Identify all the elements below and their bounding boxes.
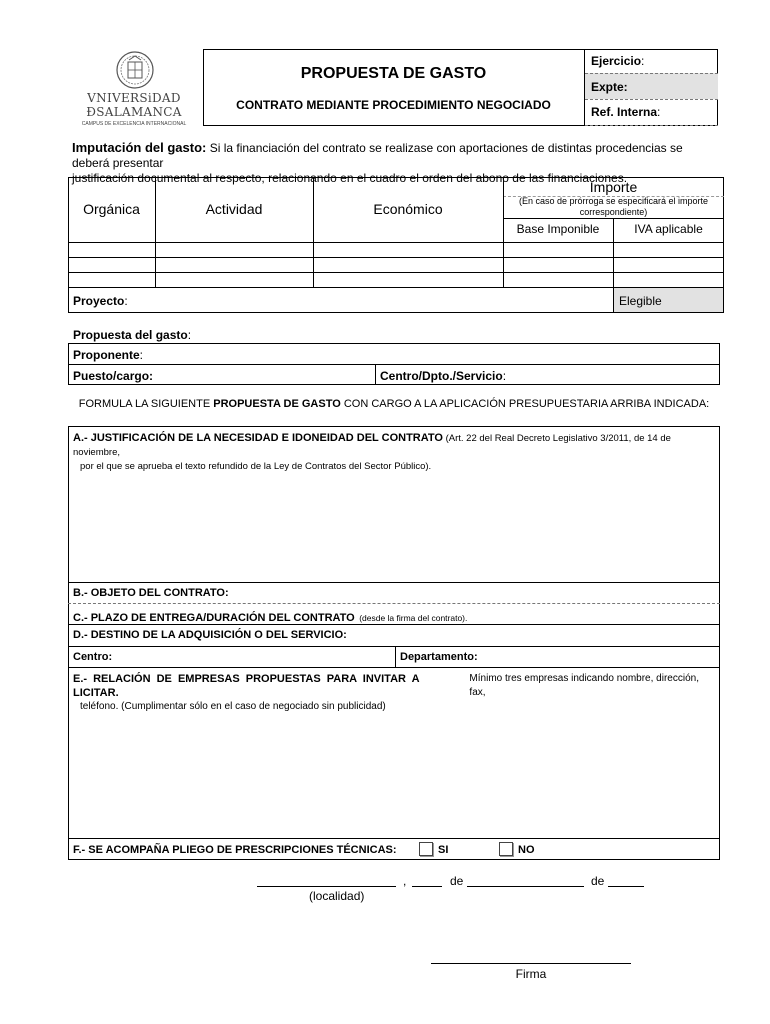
section-a-text-2: por el que se aprueba el texto refundido de la Ley de Contratos del Sector Público). [80, 461, 432, 472]
importe-note [503, 196, 724, 218]
propuesta-heading: Propuesta del gasto: [73, 328, 192, 342]
col-base-imponible: Base Imponible [516, 222, 600, 236]
logo-line-2: ÐSALAMANCA [86, 105, 182, 119]
proyecto-field[interactable]: Proyecto: [73, 294, 128, 308]
ejercicio-field[interactable]: Ejercicio: [591, 54, 645, 68]
expte-field[interactable]: Expte: [591, 80, 628, 94]
si-label: SI [438, 844, 449, 856]
document-title: PROPUESTA DE GASTO [300, 65, 487, 82]
year-input-line[interactable] [608, 886, 644, 887]
section-c-note: (desde la firma del contrato). [359, 613, 468, 623]
signature-line[interactable] [431, 963, 631, 964]
footer-de-1: de [450, 874, 464, 888]
no-label: NO [518, 844, 535, 856]
logo-line-1: VNIVERSiDAD [87, 91, 181, 105]
centro-dpto-label: Centro/Dpto./Servicio [380, 369, 503, 383]
col-actividad: Actividad [205, 201, 263, 217]
puesto-field[interactable]: Puesto/cargo: [73, 369, 154, 383]
centro-dpto-field[interactable]: Centro/Dpto./Servicio: [380, 369, 507, 383]
ref-interna-label: Ref. Interna [591, 105, 658, 119]
university-logo [78, 50, 190, 130]
col-iva-aplicable: IVA aplicable [634, 222, 703, 236]
section-d-title: D.- DESTINO DE LA ADQUISICIÓN O DEL SERVICIO: [73, 629, 347, 641]
table-row[interactable] [69, 273, 723, 287]
localidad-label: (localidad) [309, 889, 365, 903]
departamento-field[interactable]: Departamento: [400, 651, 478, 663]
ejercicio-label: Ejercicio [591, 54, 642, 68]
month-input-line[interactable] [467, 886, 584, 887]
section-e-text-2: teléfono. (Cumplimentar sólo en el caso de negociado sin publicidad) [80, 701, 386, 712]
col-importe: Importe [589, 179, 638, 195]
section-b-title[interactable]: B.- OBJETO DEL CONTRATO: [73, 587, 229, 599]
footer-de-2: de [591, 874, 605, 888]
section-e[interactable] [73, 672, 717, 714]
logo-tagline: CAMPUS DE EXCELENCIA INTERNACIONAL [81, 121, 187, 127]
section-a[interactable] [73, 431, 717, 474]
elegible-label: Elegible [619, 294, 662, 308]
document-subtitle: CONTRATO MEDIANTE PROCEDIMIENTO NEGOCIADO [236, 98, 551, 112]
section-c-title: C.- PLAZO DE ENTREGA/DURACIÓN DEL CONTRATO [73, 612, 355, 624]
imputacion-label: Imputación del gasto: [72, 140, 207, 155]
firma-label: Firma [515, 967, 547, 981]
imputacion-text-1: Si la financiación del contrato se realizase con aportaciones de distintas procedencias se deberá presentar [72, 141, 683, 170]
section-a-text-1: (Art. 22 del Real Decreto Legislativo 3/2011, de 14 de noviembre, [73, 433, 671, 458]
section-e-text-1: Mínimo tres empresas indicando nombre, dirección, fax, [469, 673, 699, 698]
section-e-title: E.- RELACIÓN DE EMPRESAS PROPUESTAS PARA INVITAR A LICITAR. [73, 673, 420, 699]
sections-box [68, 426, 720, 860]
section-f-title: F.- SE ACOMPAÑA PLIEGO DE PRESCRIPCIONES TÉCNICAS: [73, 844, 397, 856]
table-row[interactable] [69, 258, 723, 272]
col-organica: Orgánica [83, 201, 140, 217]
centro-field[interactable]: Centro: [73, 651, 113, 663]
proyecto-label: Proyecto [73, 294, 125, 308]
day-input-line[interactable] [412, 886, 442, 887]
col-economico: Económico [373, 201, 443, 217]
university-seal-icon [115, 50, 155, 90]
si-checkbox[interactable] [419, 842, 433, 856]
proponente-field[interactable]: Proponente: [73, 348, 144, 362]
section-c[interactable] [73, 608, 467, 626]
formula-statement: FORMULA LA SIGUIENTE PROPUESTA DE GASTO CON CARGO A LA APLICACIÓN PRESUPUESTARIA ARRIBA INDICADA: [78, 398, 710, 410]
table-row[interactable] [69, 243, 723, 257]
localidad-input-line[interactable] [257, 886, 396, 887]
section-a-title: A.- JUSTIFICACIÓN DE LA NECESIDAD E IDONEIDAD DEL CONTRATO [73, 432, 443, 444]
ref-interna-field[interactable]: Ref. Interna: [591, 105, 661, 119]
importe-note-line-2: correspondiente) [579, 207, 648, 217]
no-checkbox[interactable] [499, 842, 513, 856]
imputacion-text-2: justificación documental al respecto, relacionando en el cuadro el orden del abono de las financiaciones. [72, 171, 628, 185]
proponente-label: Proponente [73, 348, 140, 362]
footer-comma: , [403, 874, 407, 888]
importe-note-line-1: (En caso de prórroga se especificará el importe [518, 196, 709, 206]
